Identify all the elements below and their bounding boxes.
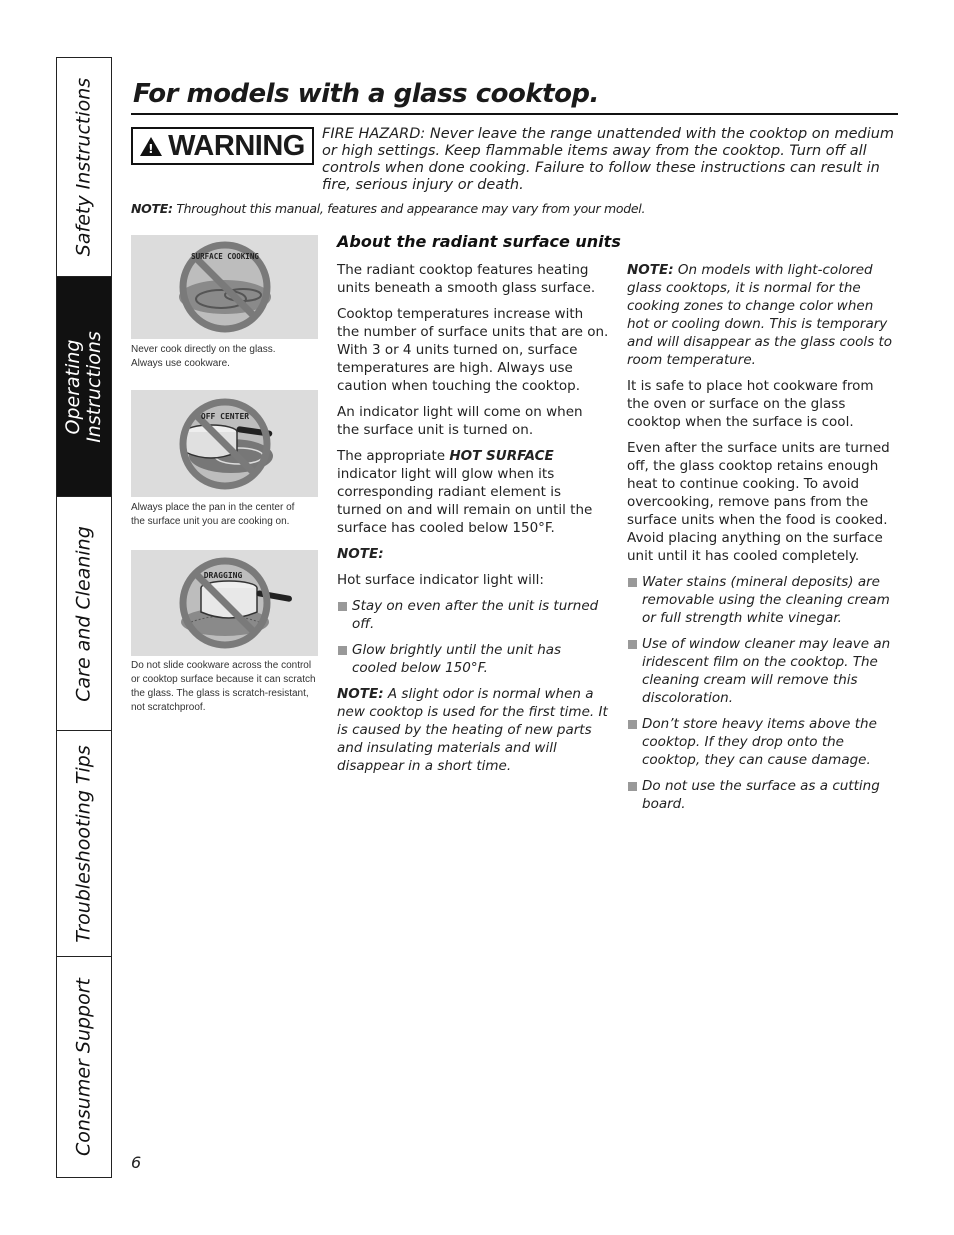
list-item: Don’t store heavy items above the cooktop. If they drop onto the cooktop, they can cause damage. (627, 715, 899, 769)
warning-text: FIRE HAZARD: Never leave the range unattended with the cooktop on medium or high settings. Keep flammable items away from the cooktop. Turn off all controls when done cooking. Failure to follow these instructions can result in fire, serious injury or death. (322, 126, 895, 193)
warning-label: WARNING (168, 129, 305, 162)
figure-off-center (131, 390, 318, 497)
note-paragraph (337, 685, 609, 775)
paragraph: Cooktop temperatures increase with the number of surface units that are on. With 3 or 4 units turned on, surface temperatures are high. Always use caution when touching the cooktop. (337, 306, 609, 394)
figure-caption: Never cook directly on the glass. Always use cookware. (131, 344, 276, 369)
warning-badge (131, 127, 314, 165)
page-number: 6 (131, 1153, 142, 1172)
section-tabs (56, 57, 112, 1178)
paragraph: An indicator light will come on when the surface unit is turned on. (337, 404, 583, 438)
middle-column (337, 261, 609, 783)
note-text: On models with light-colored glass cooktops, it is normal for the cooking zones to change color when hot or cooling down. This is temporary and will disappear as the glass cools to room temperature. (627, 262, 893, 368)
paragraph (337, 447, 609, 537)
figure-caption: Always place the pan in the center of the surface unit you are cooking on. (131, 502, 295, 527)
figure-dragging (131, 550, 318, 656)
tab-label: Consumer Support (72, 977, 95, 1157)
section-title: About the radiant surface units (337, 232, 621, 251)
tab-consumer-support[interactable] (57, 957, 111, 1177)
list-item: Use of window cleaner may leave an iridescent film on the cooktop. The cleaning cream will remove this discoloration. (627, 635, 899, 707)
figure-label: OFF CENTER (200, 412, 250, 421)
tab-label: Operating Instructions (62, 330, 105, 443)
text: indicator light will glow when its corresponding radiant element is turned on and will remain on until the surface has cooled below 150°F. (337, 466, 593, 536)
tab-operating-instructions[interactable] (57, 277, 111, 497)
list-item: Stay on even after the unit is turned off. (337, 597, 609, 633)
list-item: Glow brightly until the unit has cooled below 150°F. (337, 641, 609, 677)
tab-label: Care and Cleaning (72, 525, 95, 702)
figure-caption: Do not slide cookware across the control or cooktop surface because it can scratch the glass. The glass is scratch-resistant, not scratchproof. (131, 660, 316, 713)
figure-label: DRAGGING (203, 571, 243, 580)
tab-safety-instructions[interactable] (57, 58, 111, 277)
tab-troubleshooting-tips[interactable] (57, 731, 111, 957)
right-column (627, 261, 899, 821)
figure-label: SURFACE COOKING (191, 252, 259, 261)
paragraph: It is safe to place hot cookware from the oven or surface on the glass cooktop when the surface is cool. (627, 378, 874, 430)
page-title: For models with a glass cooktop. (133, 79, 599, 109)
note-paragraph (627, 261, 899, 369)
warning-triangle-icon: ! (140, 137, 162, 156)
list-item: Water stains (mineral deposits) are removable using the cleaning cream or full strength white vinegar. (627, 573, 899, 627)
note-label: NOTE: (131, 201, 173, 216)
tab-care-and-cleaning[interactable] (57, 497, 111, 731)
note-label: NOTE: (337, 686, 384, 702)
note-text: A slight odor is normal when a new cooktop is used for the first time. It is caused by the heating of new parts and insulating materials and will disappear in a short time. (337, 686, 608, 774)
list-item: Do not use the surface as a cutting board. (627, 777, 899, 813)
paragraph: Even after the surface units are turned off, the glass cooktop retains enough heat to continue cooking. To avoid overcooking, remove pans from the surface units when the food is cooked. Avoid placing anything on the surface unit until it has cooled completely. (627, 440, 890, 564)
tab-label: Safety Instructions (72, 77, 95, 257)
page-note (131, 201, 645, 216)
title-divider (131, 113, 898, 115)
hot-surface-term: HOT SURFACE (449, 448, 554, 464)
text: The appropriate (337, 448, 450, 464)
note-text: Throughout this manual, features and appearance may vary from your model. (172, 201, 646, 216)
note-label: NOTE: (627, 262, 674, 278)
paragraph: Hot surface indicator light will: (337, 572, 544, 588)
paragraph: The radiant cooktop features heating units beneath a smooth glass surface. (337, 262, 596, 296)
note-label: NOTE: (337, 546, 384, 562)
tab-label: Troubleshooting Tips (72, 744, 95, 943)
figure-surface-cooking (131, 235, 318, 339)
